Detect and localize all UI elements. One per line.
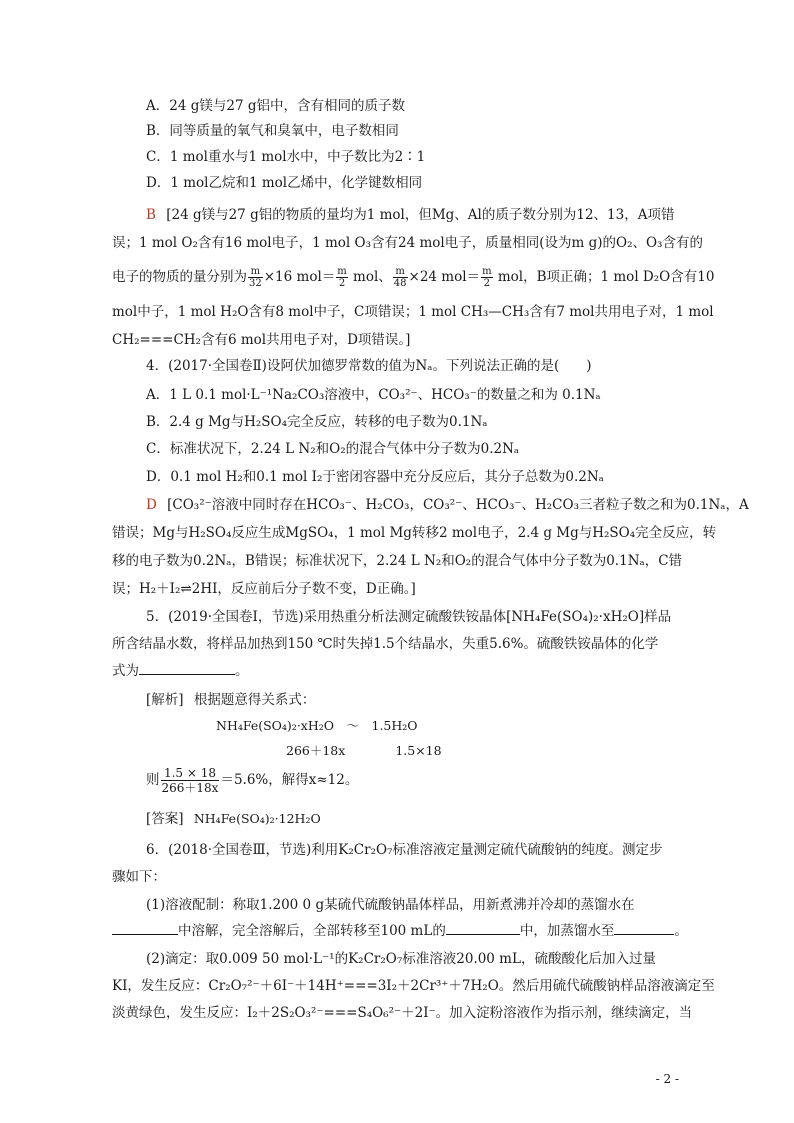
fraction-numerator: 1.5 × 18 (161, 766, 220, 781)
analysis-label: [解析] (146, 692, 184, 708)
calc-prefix: 则 (146, 772, 160, 788)
q5-calculation (146, 763, 358, 797)
q3-explanation-line-3 (112, 262, 714, 292)
fraction-denominator: 2 (483, 278, 490, 289)
q4-option-c: C．标准状况下，2.24 L N₂和O₂的混合气体中分子数为0.2Nₐ (146, 441, 520, 457)
q3-answer-letter: B (146, 207, 156, 223)
fraction-denominator: 2 (338, 278, 346, 289)
fraction-m-over-2 (336, 266, 347, 289)
q3-explanation-text: [24 g镁与27 g铝的物质的量均为1 mol，但Mg、Al的质子数分别为12、13，A项错 (166, 207, 675, 223)
q4-explanation-line-2: 错误；Mg与H₂SO₄反应生成MgSO₄，1 mol Mg转移2 mol电子，2.4 g Mg与H₂SO₄完全反应，转 (112, 525, 717, 541)
q6-part-1-text-c: 。 (674, 923, 688, 939)
q4-stem: 4．(2017·全国卷Ⅱ)设阿伏加德罗常数的值为Nₐ。下列说法正确的是( ) (146, 358, 592, 374)
q5-stem-line-1: 5．(2019·全国卷Ⅰ，节选)采用热重分析法测定硫酸铁铵晶体[NH₄Fe(SO₄)₂·xH₂O]样品 (146, 609, 672, 625)
calc-fraction (161, 766, 220, 795)
q3-explanation-line-2: 误；1 mol O₂含有16 mol电子，1 mol O₃含有24 mol电子，质量相同(设为m g)的O₂、O₃含有的 (112, 235, 703, 251)
q4-option-b: B．2.4 g Mg与H₂SO₄完全反应，转移的电子数为0.1Nₐ (146, 414, 488, 430)
q4-explanation-line-3: 移的电子数为0.2Nₐ，B错误；标准状况下，2.24 L N₂和O₂的混合气体中分子数为0.1Nₐ，C错 (112, 553, 683, 569)
fraction-m-over-48 (393, 266, 408, 289)
q6-part-1-line-2 (112, 921, 688, 941)
q5-stem-line-3-text: 式为 (112, 663, 139, 679)
analysis-text: 根据题意得关系式： (193, 692, 316, 708)
fraction-numerator: m (482, 266, 492, 277)
q5-answer (146, 809, 321, 829)
q6-part-2-line-2: KI，发生反应：Cr₂O₇²⁻＋6I⁻＋14H⁺===3I₂＋2Cr³⁺＋7H₂O。然后用硫代硫酸钠样品溶液滴定至 (112, 978, 715, 994)
answer-blank[interactable] (614, 921, 674, 935)
q6-part-2-line-3: 淡黄绿色，发生反应：I₂＋2S₂O₃²⁻===S₄O₆²⁻＋2I⁻。加入淀粉溶液作为指示剂，继续滴定，当 (112, 1005, 693, 1021)
q6-part-1-text-b: 中，加蒸馏水至 (519, 923, 615, 939)
q5-stem-line-3-end: 。 (235, 663, 249, 679)
q3-explanation-line-1 (146, 205, 674, 225)
q5-analysis (146, 690, 315, 710)
q3-option-d: D．1 mol乙烷和1 mol乙烯中，化学键数相同 (146, 175, 423, 191)
q3-explanation-line-4: mol中子，1 mol H₂O含有8 mol中子，C项错误；1 mol CH₃—CH₃含有7 mol共用电子对，1 mol (112, 304, 714, 320)
answer-blank[interactable] (112, 921, 178, 935)
fraction-denominator: 266＋18x (161, 781, 219, 795)
q4-explanation-line-4: 误；H₂＋I₂⇌2HI，反应前后分子数不变，D正确。] (112, 581, 416, 597)
answer-text: NH₄Fe(SO₄)₂·12H₂O (193, 811, 321, 826)
q3-explanation-line-5: CH₂===CH₂含有6 mol共用电子对，D项错误。] (112, 332, 411, 348)
q4-answer-letter: D (146, 497, 157, 513)
q3-exp3-suffix: mol，B项正确；1 mol D₂O含有10 (493, 269, 715, 285)
q3-exp3-mid-1: ×16 mol＝ (263, 269, 336, 285)
q3-option-a: A．24 g镁与27 g铝中，含有相同的质子数 (146, 98, 405, 114)
q6-stem-line-2: 骤如下： (112, 869, 166, 885)
q5-stem-line-3 (112, 661, 249, 681)
fraction-m-over-32 (248, 266, 263, 289)
fraction-numerator: m (248, 266, 263, 278)
q5-relation-line-1: NH₄Fe(SO₄)₂·xH₂O ～ 1.5H₂O (216, 718, 418, 733)
q4-explanation-line-1 (146, 495, 749, 515)
q3-option-b: B．同等质量的氧气和臭氧中，电子数相同 (146, 123, 399, 139)
calc-suffix: ＝5.6%，解得x≈12。 (220, 772, 359, 788)
fraction-numerator: m (393, 266, 408, 278)
q3-exp3-prefix: 电子的物质的量分别为 (112, 269, 247, 285)
answer-label: [答案] (146, 811, 184, 827)
q3-exp3-mid-3: ×24 mol＝ (408, 269, 481, 285)
q6-part-1-line-1: (1)溶液配制：称取1.200 0 g某硫代硫酸钠晶体样品，用新煮沸并冷却的蒸馏水在 (146, 897, 635, 913)
q6-stem-line-1: 6．(2018·全国卷Ⅲ，节选)利用K₂Cr₂O₇标准溶液定量测定硫代硫酸钠的纯度。测定步 (146, 842, 663, 858)
page-number: - 2 - (655, 1072, 679, 1086)
fraction-numerator: m (337, 266, 347, 277)
q5-stem-line-2: 所含结晶水数，将样品加热到150 ℃时失掉1.5个结晶水，失重5.6%。硫酸铁铵晶体的化学 (112, 636, 659, 652)
q3-exp3-mid-2: mol、 (348, 269, 392, 285)
fraction-denominator: 48 (393, 278, 407, 289)
q4-explanation-text: [CO₃²⁻溶液中同时存在HCO₃⁻、H₂CO₃，CO₃²⁻、HCO₃⁻、H₂CO₃三者粒子数之和为0.1Nₐ，A (167, 497, 749, 513)
q6-part-2-line-1: (2)滴定：取0.009 50 mol·L⁻¹的K₂Cr₂O₇标准溶液20.00 mL，硫酸酸化后加入过量 (146, 951, 656, 967)
answer-blank[interactable] (446, 921, 520, 935)
q4-option-d: D．0.1 mol H₂和0.1 mol I₂于密闭容器中充分反应后，其分子总数为0.2Nₐ (146, 469, 604, 485)
fraction-m-over-2-second (481, 266, 492, 289)
fraction-denominator: 32 (249, 278, 262, 289)
q3-option-c: C．1 mol重水与1 mol水中，中子数比为2∶1 (146, 149, 426, 165)
answer-blank[interactable] (139, 661, 235, 675)
q6-part-1-text-a: 中溶解，完全溶解后，全部转移至100 mL的 (178, 923, 446, 939)
q5-relation-line-2: 266＋18x 1.5×18 (286, 743, 442, 758)
q4-option-a: A．1 L 0.1 mol·L⁻¹Na₂CO₃溶液中，CO₃²⁻、HCO₃⁻的数量之和为 0.1Nₐ (146, 387, 601, 403)
